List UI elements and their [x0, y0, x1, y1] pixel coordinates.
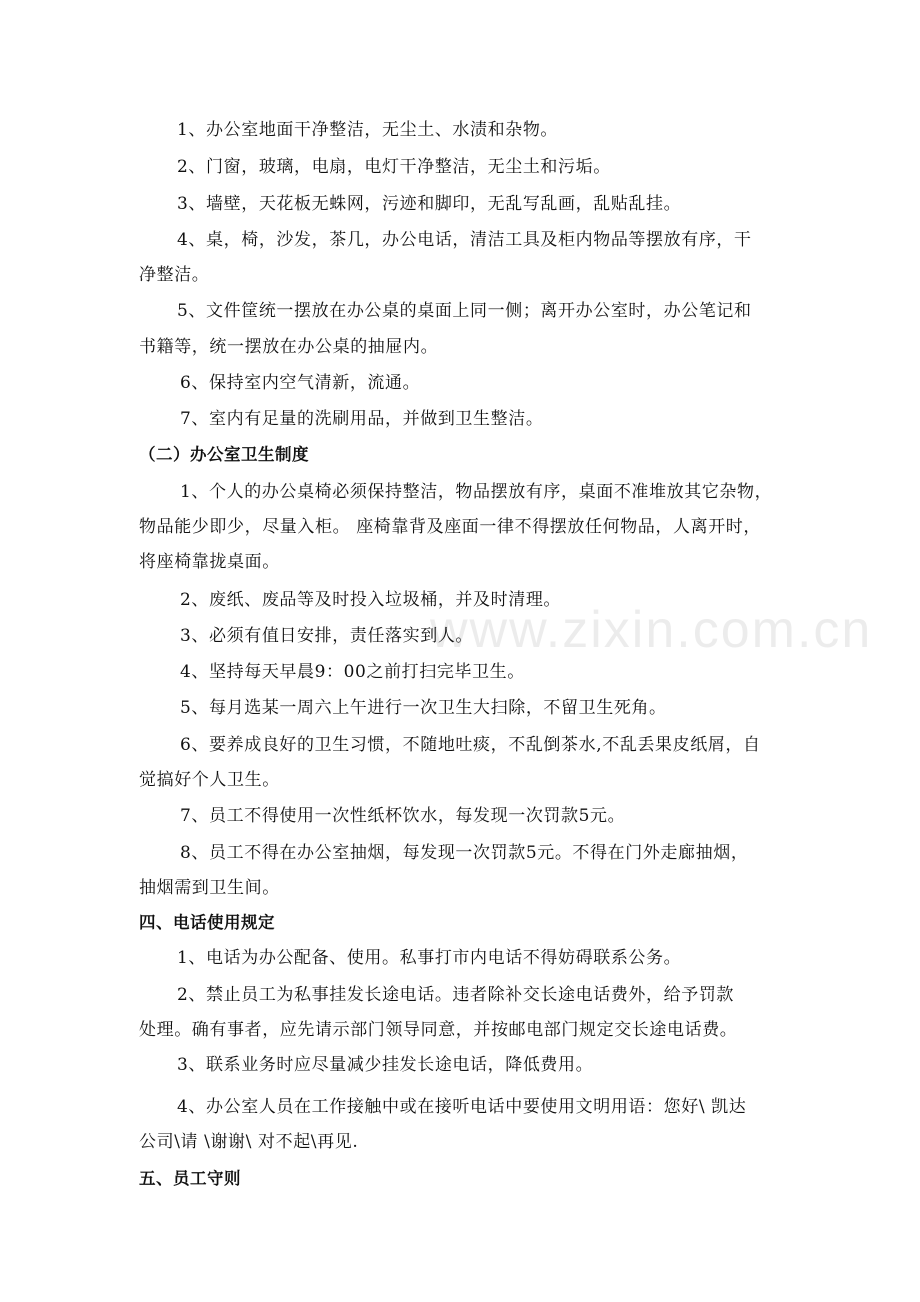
rule-1-cont-a: 物品能少即少，尽量入柜。 座椅靠背及座面一律不得摆放任何物品，人离开时， [139, 517, 762, 537]
hygiene-standard-5: 5、文件筐统一摆放在办公桌的桌面上同一侧；离开办公室时，办公笔记和 [177, 301, 752, 321]
rule-6-cont: 觉搞好个人卫生。 [139, 770, 280, 790]
rule-6: 6、要养成良好的卫生习惯，不随地吐痰，不乱倒茶水,不乱丢果皮纸屑，自 [180, 735, 761, 755]
hygiene-standard-4-cont: 净整洁。 [139, 265, 210, 285]
hygiene-standard-1: 1、办公室地面干净整洁，无尘土、水渍和杂物。 [177, 120, 559, 140]
phone-rule-3: 3、联系业务时应尽量减少挂发长途电话，降低费用。 [177, 1055, 594, 1075]
watermark: www.zixin.com.cn [430, 601, 873, 659]
hygiene-standard-6: 6、保持室内空气清新，流通。 [180, 373, 421, 393]
phone-rule-1: 1、电话为办公配备、使用。私事打市内电话不得妨碍联系公务。 [177, 948, 682, 968]
rule-5: 5、每月选某一周六上午进行一次卫生大扫除，不留卫生死角。 [180, 698, 667, 718]
hygiene-standard-5-cont: 书籍等，统一摆放在办公桌的抽屉内。 [139, 337, 439, 357]
section-heading-office-hygiene-rules: （二）办公室卫生制度 [139, 445, 309, 464]
hygiene-standard-3: 3、墙壁，天花板无蛛网，污迹和脚印，无乱写乱画，乱贴乱挂。 [177, 194, 682, 214]
rule-7: 7、员工不得使用一次性纸杯饮水，每发现一次罚款5元。 [180, 806, 626, 826]
hygiene-standard-4: 4、桌，椅，沙发，茶几，办公电话，清洁工具及柜内物品等摆放有序，干 [177, 230, 752, 250]
phone-rule-4-cont: 公司\请 \谢谢\ 对不起\再见. [139, 1132, 359, 1152]
rule-1: 1、个人的办公桌椅必须保持整洁，物品摆放有序，桌面不准堆放其它杂物， [180, 482, 773, 502]
phone-rule-2: 2、禁止员工为私事挂发长途电话。违者除补交长途电话费外，给予罚款 [177, 985, 735, 1005]
rule-2: 2、废纸、废品等及时投入垃圾桶，并及时清理。 [180, 590, 562, 610]
hygiene-standard-2: 2、门窗，玻璃，电扇，电灯干净整洁，无尘土和污垢。 [177, 157, 611, 177]
rule-8: 8、员工不得在办公室抽烟，每发现一次罚款5元。不得在门外走廊抽烟， [180, 843, 749, 863]
rule-4: 4、坚持每天早晨9：00之前打扫完毕卫生。 [180, 662, 525, 682]
rule-8-cont: 抽烟需到卫生间。 [139, 878, 280, 898]
section-heading-employee-code: 五、员工守则 [139, 1169, 241, 1188]
section-heading-phone-usage-rules: 四、电话使用规定 [139, 913, 275, 932]
hygiene-standard-7: 7、室内有足量的洗刷用品，并做到卫生整洁。 [180, 409, 544, 429]
phone-rule-2-cont: 处理。确有事者，应先请示部门领导同意，并按邮电部门规定交长途电话费。 [139, 1020, 738, 1040]
rule-1-cont-b: 将座椅靠拢桌面。 [139, 552, 280, 572]
phone-rule-4: 4、办公室人员在工作接触中或在接听电话中要使用文明用语：您好\ 凯达 [177, 1097, 747, 1117]
rule-3: 3、必须有值日安排，责任落实到人。 [180, 626, 474, 646]
